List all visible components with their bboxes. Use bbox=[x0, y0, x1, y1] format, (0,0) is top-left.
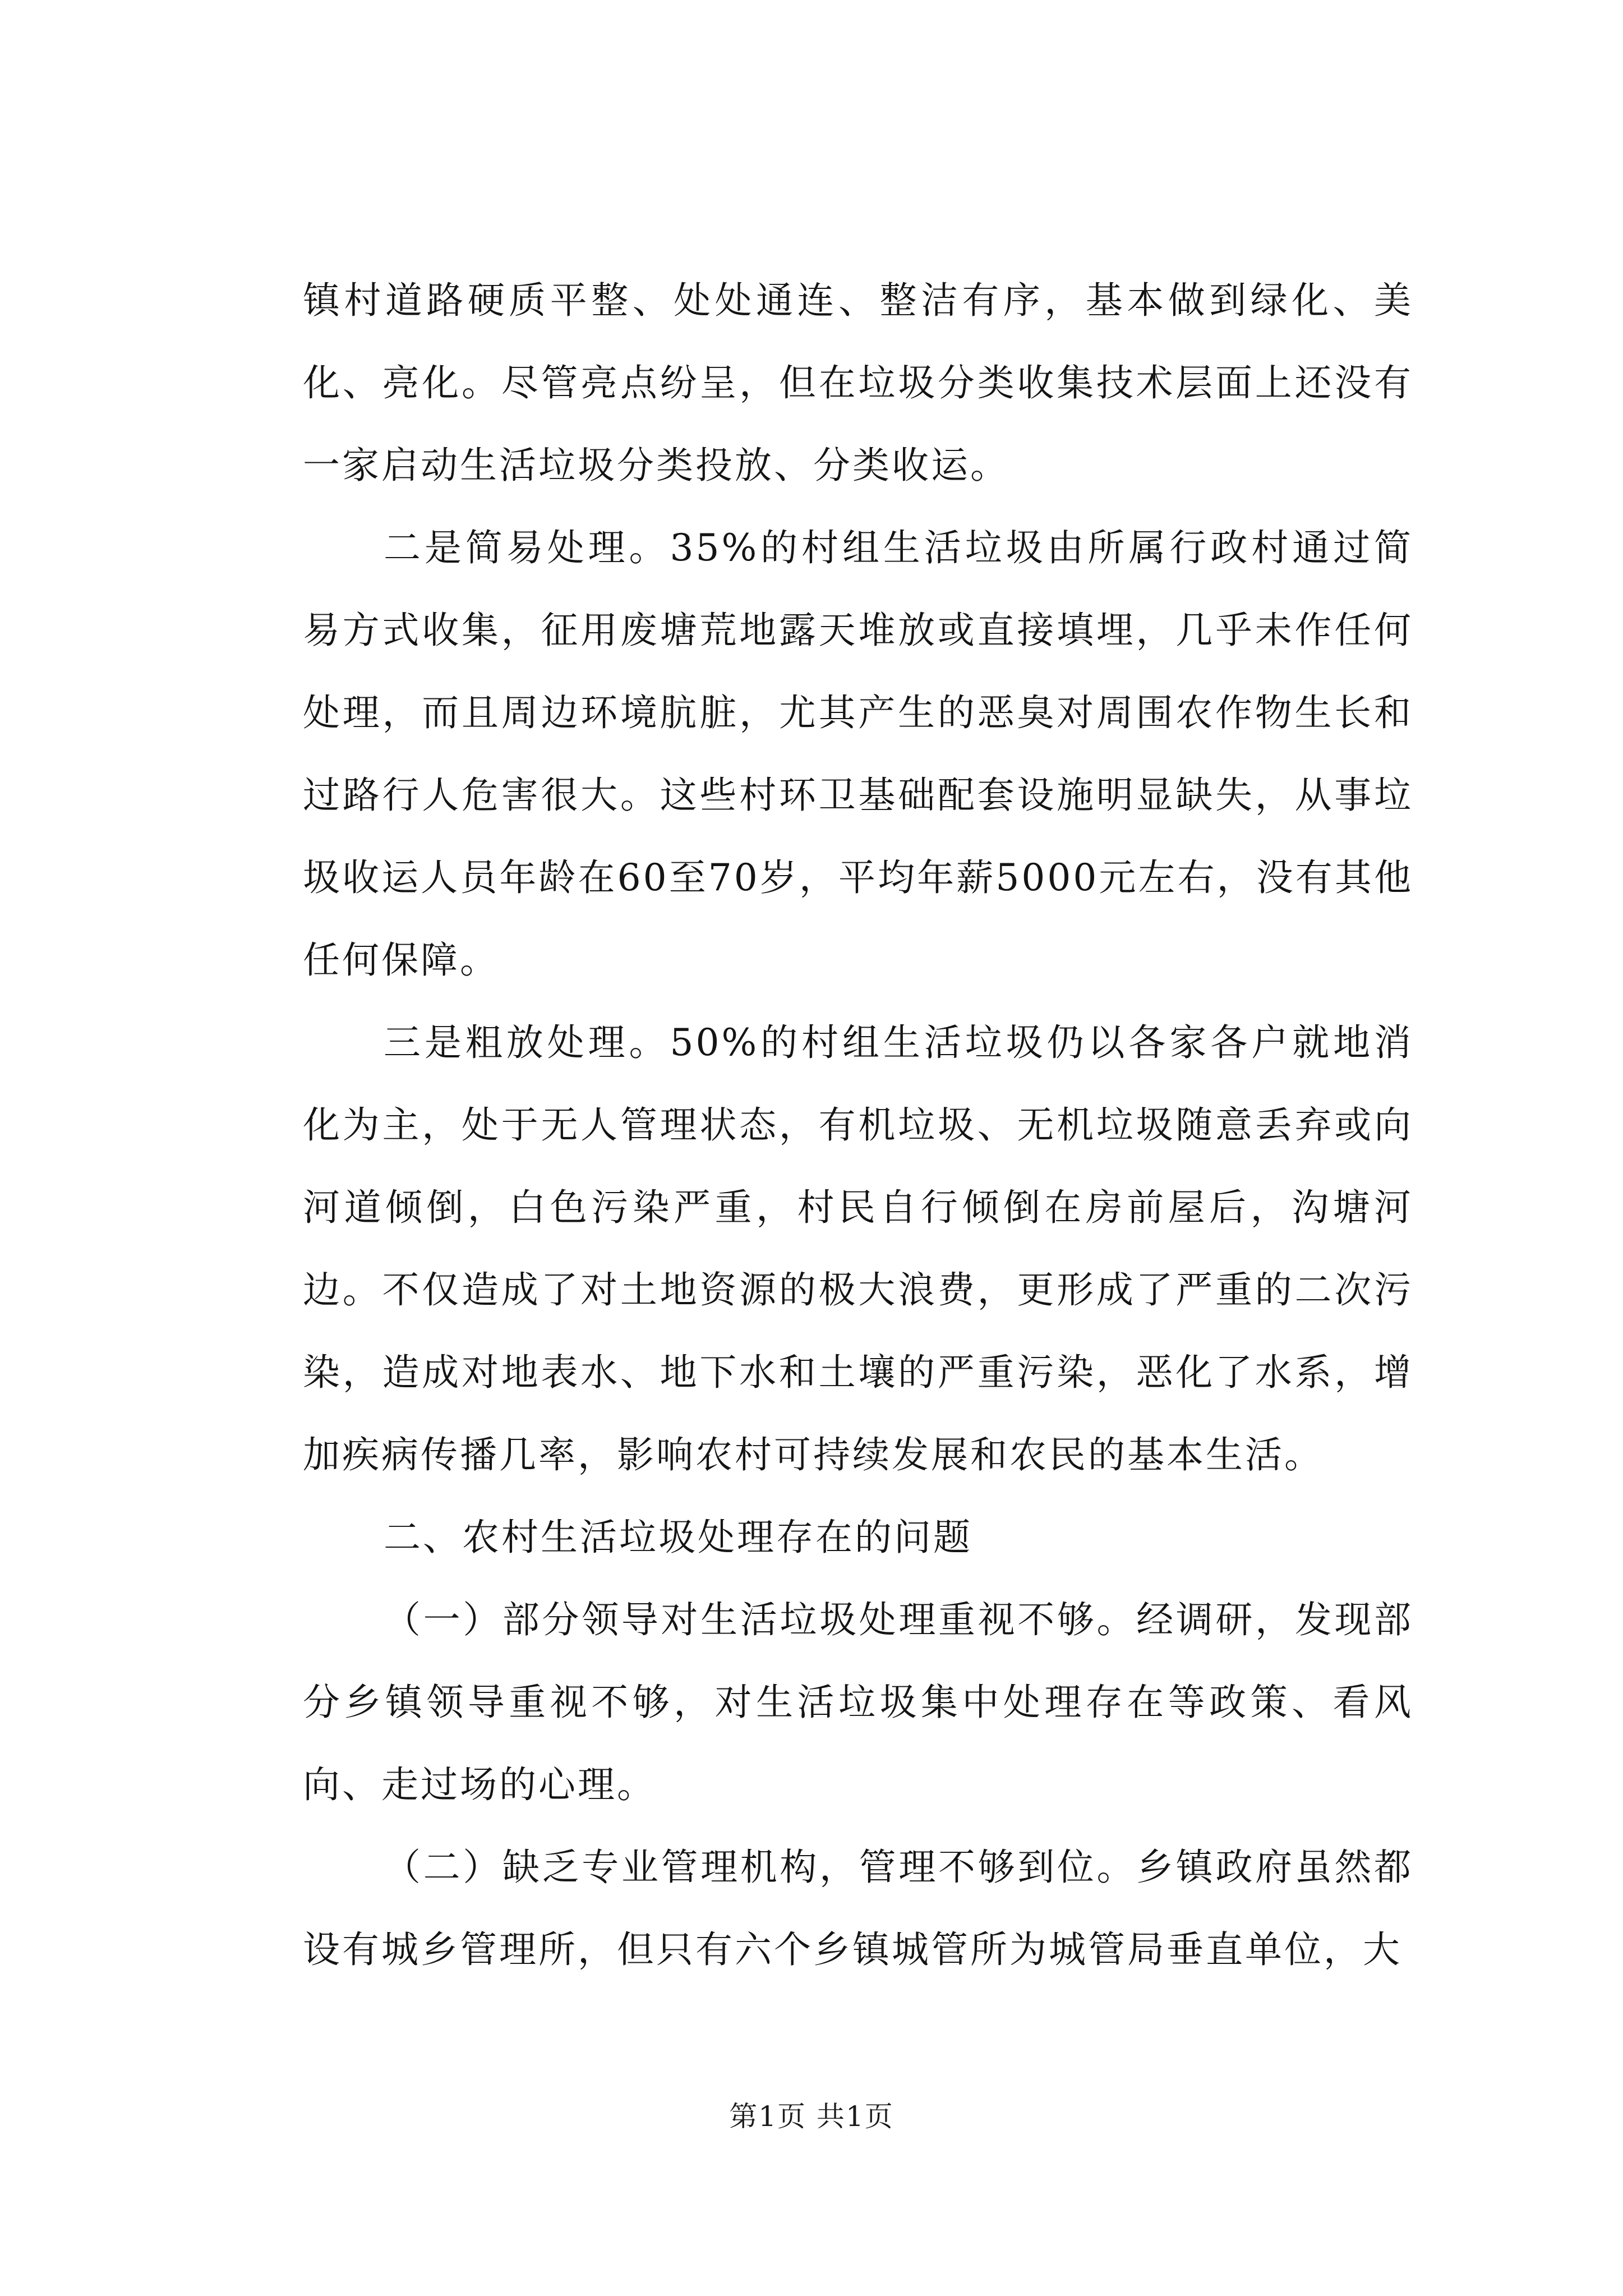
paragraph-continuation: 镇村道路硬质平整、处处通连、整洁有序，基本做到绿化、美化、亮化。尽管亮点纷呈，但在垃圾分类收集技术层面上还没有一家启动生活垃圾分类投放、分类收运。 bbox=[303, 279, 1413, 487]
paragraph-simple-processing: 二是简易处理。35%的村组生活垃圾由所属行政村通过简易方式收集，征用废塘荒地露天堆放或直接填埋，几乎未作任何处理，而且周边环境肮脏，尤其产生的恶臭对周围农作物生长和过路行人危害很大。这些村环卫基础配套设施明显缺失，从事垃圾收运人员年龄在60至70岁，平均年薪5000元左右，没有其他任何保障。 bbox=[303, 526, 1413, 982]
paragraph-rough-processing: 三是粗放处理。50%的村组生活垃圾仍以各家各户就地消化为主，处于无人管理状态，有机垃圾、无机垃圾随意丢弃或向河道倾倒，白色污染严重，村民自行倾倒在房前屋后，沟塘河边。不仅造成了对土地资源的极大浪费，更形成了严重的二次污染，造成对地表水、地下水和土壤的严重污染，恶化了水系，增加疾病传播几率，影响农村可持续发展和农民的基本生活。 bbox=[303, 1021, 1413, 1476]
paragraph-management-agency: （二）缺乏专业管理机构，管理不够到位。乡镇政府虽然都设有城乡管理所，但只有六个乡镇城管所为城管局垂直单位，大 bbox=[303, 1846, 1413, 1971]
page-footer: 第1页 共1页 bbox=[729, 2100, 894, 2133]
section-heading-problems: 二、农村生活垃圾处理存在的问题 bbox=[384, 1516, 972, 1559]
document-body bbox=[303, 259, 1413, 1991]
paragraph-leadership-attention: （一）部分领导对生活垃圾处理重视不够。经调研，发现部分乡镇领导重视不够，对生活垃圾集中处理存在等政策、看风向、走过场的心理。 bbox=[303, 1598, 1413, 1806]
